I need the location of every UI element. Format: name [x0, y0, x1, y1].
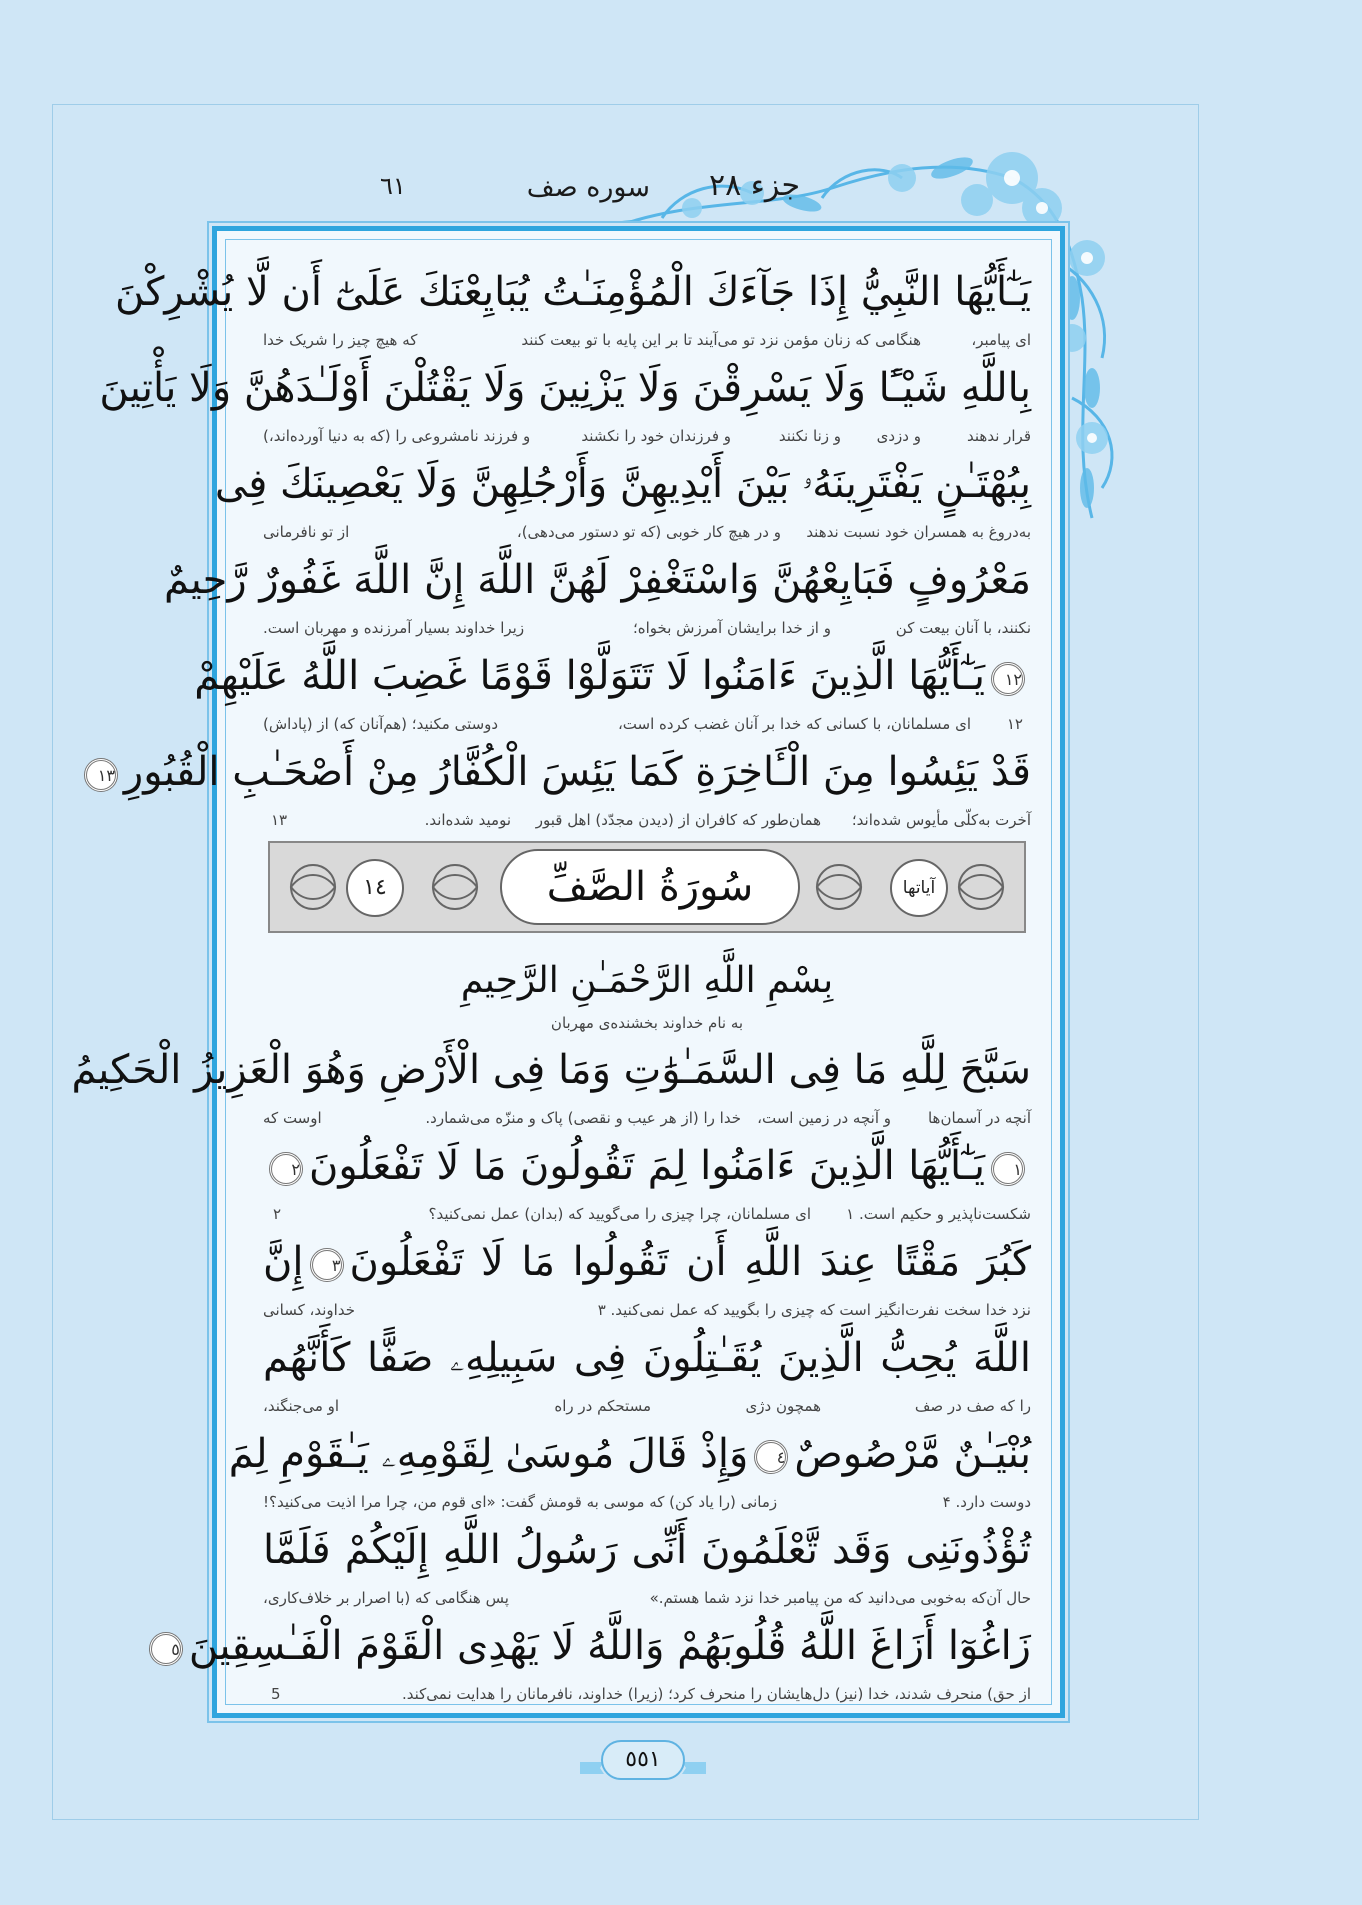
- translation-segment: نزد خدا سخت نفرت‌انگیز است که چیزی را بگویید که عمل نمی‌کنید. ۳: [597, 1301, 1031, 1319]
- ornament-icon: [804, 851, 874, 923]
- translation-segment: او می‌جنگند،: [263, 1397, 340, 1415]
- verse-line: [171, 1611, 1031, 1707]
- verse-line: [194, 641, 1031, 737]
- aya-marker: ٢: [269, 1152, 303, 1186]
- translation-segment: و فرزند نامشروعی را (که به دنیا آورده‌اند،): [263, 427, 531, 445]
- arabic-line: بِاللَّهِ شَيْـًٔا وَلَا يَسْرِقْنَ وَلَا يَزْنِينَ وَلَا يَقْتُلْنَ أَوْلَـٰدَهُنَّ وَلَا يَأْتِينَ: [99, 365, 1031, 411]
- verse-line: [263, 1323, 1031, 1419]
- translation-line: [263, 519, 1031, 545]
- translation-line: [263, 1585, 1031, 1611]
- translation-segment: دوست دارد. ۴: [942, 1493, 1031, 1511]
- arabic-line: قَدْ يَئِسُوا مِنَ الْـَٔاخِرَةِ كَمَا يَئِسَ الْكُفَّارُ مِنْ أَصْحَـٰبِ الْقُبُورِ١٣: [263, 737, 1031, 807]
- verse-line: [163, 545, 1031, 641]
- surah-label: سوره صف: [526, 172, 650, 203]
- text-frame: [71, 226, 1065, 1718]
- translation-segment: ۲: [273, 1205, 282, 1223]
- surah-title: سُورَةُ الصَّفِّ: [500, 849, 800, 925]
- translation-segment: را که صف در صف: [914, 1397, 1031, 1415]
- translation-segment: نومید شده‌اند.: [424, 811, 511, 829]
- verse-line: [97, 737, 1031, 833]
- translation-line: [263, 423, 1031, 449]
- arabic-line: يَـٰٓأَيُّهَا النَّبِيُّ إِذَا جَآءَكَ الْمُؤْمِنَـٰتُ يُبَايِعْنَكَ عَلَىٰٓ أَن لَّا يُشْرِكْنَ: [114, 269, 1031, 315]
- verse-line: [114, 257, 1031, 353]
- surah-banner: [268, 841, 1026, 933]
- juz-label: جزء ۲۸: [709, 168, 800, 203]
- translation-segment: و زنا نکنند: [778, 427, 841, 445]
- translation-line: [263, 711, 1031, 737]
- translation-segment: خدا را (از هر عیب و نقصی) پاک و منزّه می‌شمارد.: [425, 1109, 741, 1127]
- verse-line: [214, 449, 1031, 545]
- content: [71, 257, 1031, 1707]
- basmala: بِسْمِ اللَّهِ الرَّحْمَـٰنِ الرَّحِيمِ: [460, 960, 834, 1001]
- verse-line: [99, 353, 1031, 449]
- arabic-line: سَبَّحَ لِلَّهِ مَا فِى السَّمَـٰوَٰتِ وَمَا فِى الْأَرْضِ وَهُوَ الْعَزِيزُ الْحَكِيمُ: [71, 1047, 1031, 1093]
- translation-segment: ۱۲: [1006, 715, 1023, 733]
- translation-segment: از تو نافرمانی: [263, 523, 350, 541]
- verses-label: آیاتها: [890, 859, 948, 917]
- translation-segment: 5: [271, 1685, 281, 1703]
- verse-line: [71, 1035, 1031, 1131]
- translation-segment: از حق) منحرف شدند، خدا (نیز) دل‌هایشان را منحرف کرد؛ (زیرا) خداوند، نافرمانان را هدایت نمی‌کند.: [401, 1685, 1031, 1703]
- translation-segment: حال آن‌که به‌خوبی می‌دانید که من پیامبر خدا نزد شما هستم.»: [649, 1589, 1031, 1607]
- arabic-line: زَاغُوٓا أَزَاغَ اللَّهُ قُلُوبَهُمْ وَاللَّهُ لَا يَهْدِى الْقَوْمَ الْفَـٰسِقِينَ٥: [263, 1611, 1031, 1681]
- translation-segment: ای مسلمانان، چرا چیزی را می‌گویید که (بدان) عمل نمی‌کنید؟: [428, 1205, 811, 1223]
- aya-marker: ١٣: [84, 758, 118, 792]
- translation-segment: شکست‌ناپذیر و حکیم است. ۱: [846, 1205, 1031, 1223]
- translation-segment: زمانی (را یاد کن) که موسی به قومش گفت: «ای قوم من، چرا مرا اذیت می‌کنید؟!: [263, 1493, 778, 1511]
- translation-segment: قرار ندهند: [967, 427, 1031, 445]
- arabic-line: بِبُهْتَـٰنٍ يَفْتَرِينَهُۥ بَيْنَ أَيْدِيهِنَّ وَأَرْجُلِهِنَّ وَلَا يَعْصِينَكَ فِى: [214, 461, 1031, 507]
- translation-line: [263, 1393, 1031, 1419]
- translation-line: [263, 807, 1031, 833]
- translation-segment: ای پیامبر،: [971, 331, 1031, 349]
- translation-segment: همان‌طور که کافران از (دیدن مجدّد) اهل قبور: [535, 811, 821, 829]
- translation-line: [263, 1105, 1031, 1131]
- translation-segment: خداوند، کسانی: [263, 1301, 355, 1319]
- translation-segment: ای مسلمانان، با کسانی که خدا بر آنان غضب کرده است،: [617, 715, 971, 733]
- translation-segment: آخرت به‌کلّی مأیوس شده‌اند؛: [851, 811, 1031, 829]
- ornament-icon: [420, 851, 490, 923]
- arabic-line: ١يَـٰٓأَيُّهَا الَّذِينَ ءَامَنُوا لِمَ تَقُولُونَ مَا لَا تَفْعَلُونَ٢: [263, 1131, 1031, 1201]
- arabic-line: كَبُرَ مَقْتًا عِندَ اللَّهِ أَن تَقُولُوا مَا لَا تَفْعَلُونَ٣إِنَّ: [263, 1239, 1031, 1285]
- translation-line: [263, 327, 1031, 353]
- page-header: [380, 168, 800, 212]
- aya-marker: ٤: [754, 1440, 788, 1474]
- verse-line: [263, 1131, 1031, 1227]
- surah-number: ٦١: [380, 172, 406, 200]
- ornament-icon: [278, 851, 348, 923]
- verses-count: ١٤: [346, 859, 404, 917]
- arabic-line: اللَّهَ يُحِبُّ الَّذِينَ يُقَـٰتِلُونَ فِى سَبِيلِهِۦ صَفًّا كَأَنَّهُم: [263, 1335, 1031, 1381]
- translation-segment: آنچه در آسمان‌ها: [927, 1109, 1031, 1127]
- translation-segment: همچون دژی: [745, 1397, 821, 1415]
- arabic-line: تُؤْذُونَنِى وَقَد تَّعْلَمُونَ أَنِّى رَسُولُ اللَّهِ إِلَيْكُمْ فَلَمَّا: [263, 1527, 1031, 1573]
- translation-line: [263, 615, 1031, 641]
- translation-segment: که هیچ چیز را شریک خدا: [263, 331, 418, 349]
- verse-line: [263, 1515, 1031, 1611]
- verse-line: [263, 1227, 1031, 1323]
- arabic-line: ١٢يَـٰٓأَيُّهَا الَّذِينَ ءَامَنُوا لَا تَتَوَلَّوْا قَوْمًا غَضِبَ اللَّهُ عَلَيْهِمْ: [263, 641, 1031, 711]
- translation-segment: نکنند، با آنان بیعت کن: [895, 619, 1031, 637]
- translation-segment: و دزدی: [876, 427, 921, 445]
- aya-marker: ١٢: [991, 662, 1025, 696]
- aya-marker: ٥: [149, 1632, 183, 1666]
- translation-line: [263, 1201, 1031, 1227]
- translation-line: [263, 1489, 1031, 1515]
- translation-segment: و از خدا برایشان آمرزش بخواه؛: [632, 619, 831, 637]
- translation-segment: ۱۳: [271, 811, 288, 829]
- translation-line: [263, 1681, 1031, 1707]
- translation-segment: اوست که: [263, 1109, 322, 1127]
- arabic-line: بُنْيَـٰنٌ مَّرْصُوصٌ٤وَإِذْ قَالَ مُوسَىٰ لِقَوْمِهِۦ يَـٰقَوْمِ لِمَ: [228, 1431, 1031, 1477]
- translation-segment: دوستی مکنید؛ (هم‌آنان که) از (پاداش): [263, 715, 499, 733]
- translation-line: [263, 1297, 1031, 1323]
- translation-segment: و فرزندان خود را نکشند: [581, 427, 731, 445]
- basmala-translation: به نام خداوند بخشنده‌ی مهربان: [550, 1014, 744, 1032]
- aya-marker: ١: [991, 1152, 1025, 1186]
- arabic-line: مَعْرُوفٍ فَبَايِعْهُنَّ وَاسْتَغْفِرْ لَهُنَّ اللَّهَ إِنَّ اللَّهَ غَفُورٌ رَّحِيمٌ: [163, 557, 1031, 603]
- translation-segment: هنگامی که زنان مؤمن نزد تو می‌آیند تا بر این پایه با تو بیعت کنند: [521, 331, 921, 349]
- translation-segment: زیرا خداوند بسیار آمرزنده و مهربان است.: [263, 619, 525, 637]
- verse-line: [228, 1419, 1031, 1515]
- ornament-icon: [946, 851, 1016, 923]
- translation-segment: به‌دروغ به همسران خود نسبت ندهند: [806, 523, 1031, 541]
- translation-segment: و آنچه در زمین است،: [757, 1109, 891, 1127]
- page-number: ٥٥١: [601, 1740, 685, 1780]
- translation-segment: و در هیچ کار خوبی (که تو دستور می‌دهی)،: [516, 523, 781, 541]
- aya-marker: ٣: [310, 1248, 344, 1282]
- translation-segment: پس هنگامی که (با اصرار بر خلاف‌کاری،: [263, 1589, 509, 1607]
- translation-segment: مستحکم در راه: [554, 1397, 651, 1415]
